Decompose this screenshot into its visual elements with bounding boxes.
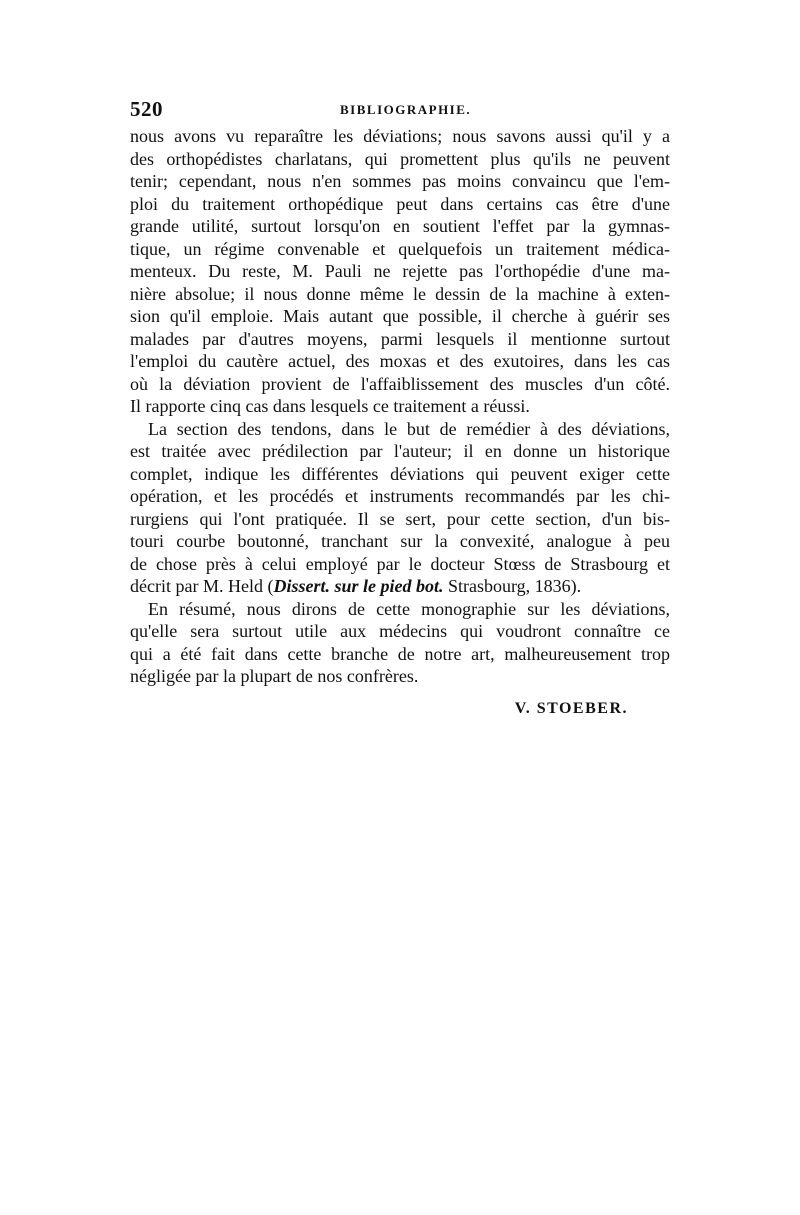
text-line: où la déviation provient de l'affaiblissement des muscles d'un côté. [130,373,670,394]
text-line: négligée par la plupart de nos confrères. [130,666,419,686]
text-line: des orthopédistes charlatans, qui promettent plus qu'ils ne peuvent [130,148,670,169]
text-line: qu'elle sera surtout utile aux médecins qui voudront connaître ce [130,621,670,641]
citation-title: Dissert. sur le pied bot. [273,576,444,596]
text-line: sion qu'il emploie. Mais autant que possible, il cherche à guérir ses [130,306,670,326]
running-head: BIBLIOGRAPHIE. [340,102,472,117]
paragraph-2 [130,418,670,598]
body-text [130,125,670,688]
paragraph-1 [130,125,670,418]
text-line: malades par d'autres moyens, parmi lesquels il mentionne surtout [130,328,670,349]
text-line [130,575,670,598]
author-signature: V. STOEBER. [514,700,628,717]
text-line: En résumé, nous dirons de cette monographie sur les déviations, [148,598,670,619]
text-line: touri courbe boutonné, tranchant sur la convexité, analogue à peu [130,531,670,551]
text-line: nous avons vu reparaître les déviations; nous savons aussi qu'il y a [130,126,670,146]
page-header [130,97,670,127]
text-line: est traitée avec prédilection par l'auteur; il en donne un historique [130,441,670,461]
text-line: nière absolue; il nous donne même le dessin de la machine à exten- [130,283,670,304]
text-line: complet, indique les différentes déviations qui peuvent exiger cette [130,463,670,484]
text-line: qui a été fait dans cette branche de notre art, malheureusement trop [130,643,670,664]
text-line: grande utilité, surtout lorsqu'on en soutient l'effet par la gymnas- [130,216,670,236]
text-line: menteux. Du reste, M. Pauli ne rejette pas l'orthopédie d'une ma- [130,261,670,281]
text-line: opération, et les procédés et instruments recommandés par les chi- [130,486,670,506]
citation-suffix: Strasbourg, 1836). [443,576,582,596]
text-line: ploi du traitement orthopédique peut dans certains cas être d'une [130,193,670,214]
text-line: de chose près à celui employé par le docteur Stœss de Strasbourg et [130,553,670,574]
page-number: 520 [130,97,163,121]
citation-prefix: décrit par M. Held ( [130,576,274,596]
paragraph-3 [130,598,670,688]
text-line: rurgiens qui l'ont pratiquée. Il se sert, pour cette section, d'un bis- [130,508,670,529]
text-line: tenir; cependant, nous n'en sommes pas moins convaincu que l'em- [130,171,670,191]
text-line: Il rapporte cinq cas dans lesquels ce traitement a réussi. [130,396,530,416]
text-line: La section des tendons, dans le but de remédier à des déviations, [148,418,670,439]
text-line: l'emploi du cautère actuel, des moxas et des exutoires, dans les cas [130,351,670,371]
text-line: tique, un régime convenable et quelquefois un traitement médica- [130,238,670,259]
